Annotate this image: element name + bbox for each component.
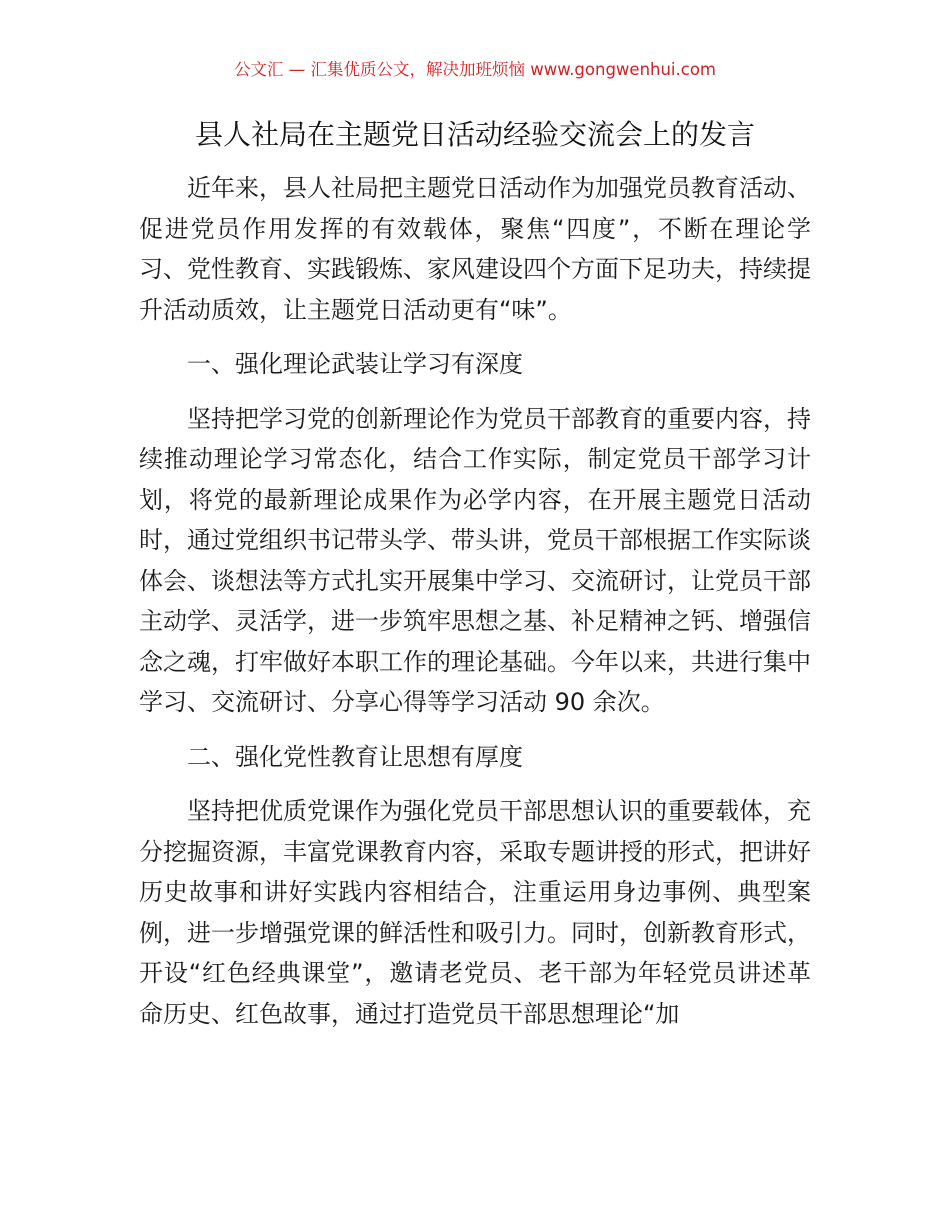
document-title: 县人社局在主题党日活动经验交流会上的发言 [194,118,755,151]
site-header-banner: 公文汇 — 汇集优质公文，解决加班烦恼 www.gongwenhui.com [233,60,717,79]
document-body [139,168,811,1034]
section-paragraph-2: 坚持把优质党课作为强化党员干部思想认识的重要载体，充分挖掘资源，丰富党课教育内容，采取专题讲授的形式，把讲好历史故事和讲好实践内容相结合，注重运用身边事例、典型案例，进一步增强党课的鲜活性和吸引力。同时，创新教育形式，开设“红色经典课堂”，邀请老党员、老干部为年轻党员讲述革命历史、红色故事，通过打造党员干部思想理论“加 [139,797,811,1028]
intro-paragraph: 近年来，县人社局把主题党日活动作为加强党员教育活动、促进党员作用发挥的有效载体，聚焦“四度”，不断在理论学习、党性教育、实践锻炼、家风建设四个方面下足功夫，持续提升活动质效，让主题党日活动更有“味”。 [139,174,811,324]
section-paragraph-1: 坚持把学习党的创新理论作为党员干部教育的重要内容，持续推动理论学习常态化，结合工作实际，制定党员干部学习计划，将党的最新理论成果作为必学内容，在开展主题党日活动时，通过党组织书记带头学、带头讲，党员干部根据工作实际谈体会、谈想法等方式扎实开展集中学习、交流研讨，让党员干部主动学、灵活学，进一步筑牢思想之基、补足精神之钙、增强信念之魂，打牢做好本职工作的理论基础。今年以来，共进行集中学习、交流研讨、分享心得等学习活动 90 余次。 [139,404,811,716]
section-heading-1: 一、强化理论武装让学习有深度 [187,350,523,378]
section-heading-2: 二、强化党性教育让思想有厚度 [187,742,523,771]
